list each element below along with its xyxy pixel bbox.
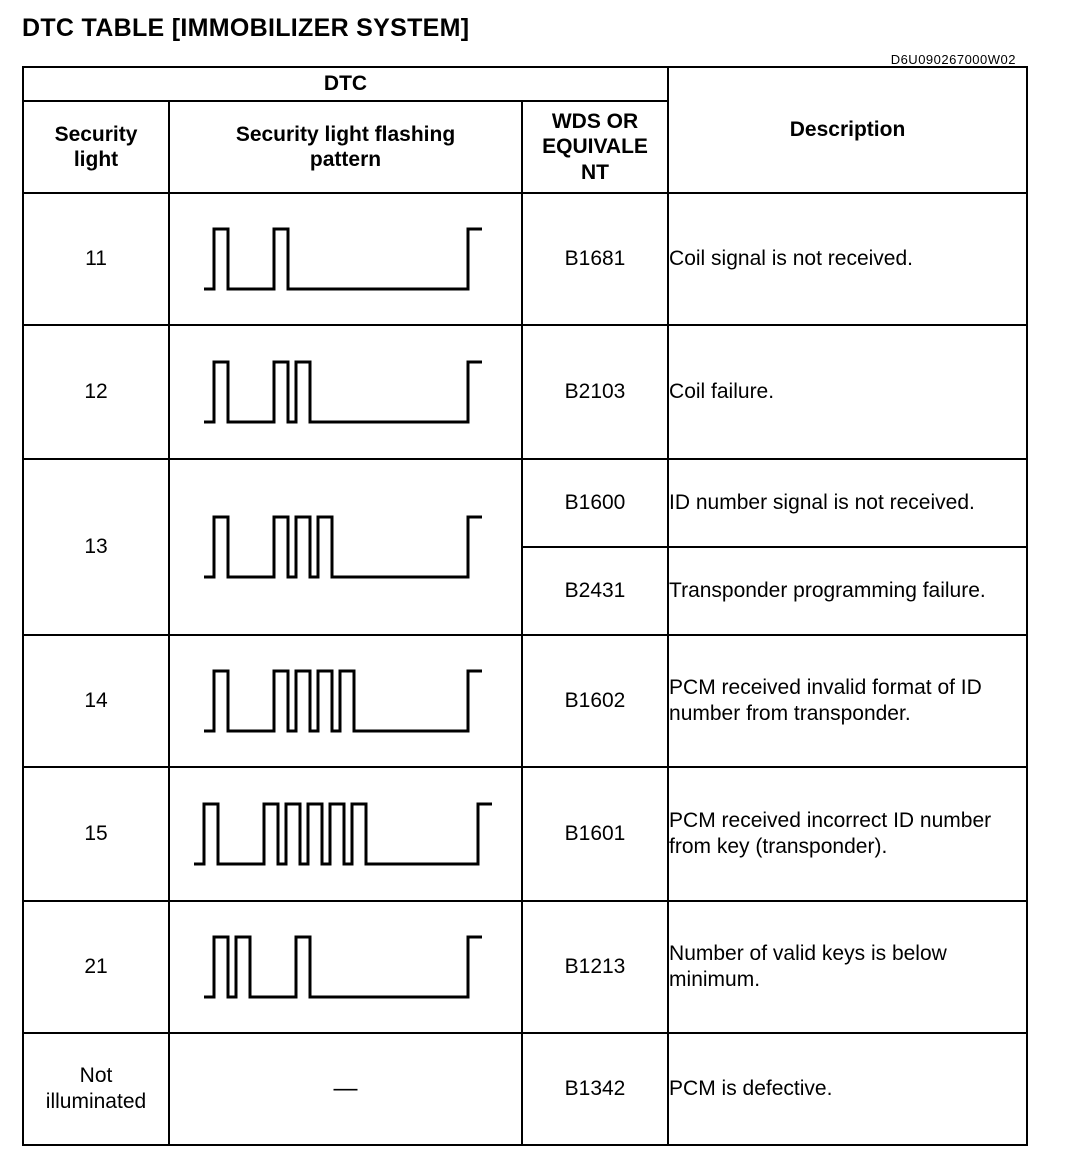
- dtc-table: [22, 66, 1028, 1146]
- flash-waveform: [204, 517, 482, 577]
- description-cell: Transponder programming failure.: [668, 547, 1027, 635]
- description-cell: PCM received incorrect ID number from key (transponder).: [668, 767, 1027, 901]
- flash-pattern-cell: [169, 901, 522, 1033]
- security-light-header-text: Security light: [54, 122, 138, 171]
- pattern-header-text: Security light flashing pattern: [235, 122, 456, 171]
- flash-pattern-diagram: [196, 659, 496, 743]
- security-light-cell: 13: [23, 459, 169, 635]
- table-row: [23, 635, 1027, 767]
- description-cell: Coil signal is not received.: [668, 193, 1027, 325]
- description-cell: PCM received invalid format of ID number from transponder.: [668, 635, 1027, 767]
- description-cell: ID number signal is not received.: [668, 459, 1027, 547]
- security-light-cell: 21: [23, 901, 169, 1033]
- wds-header-text: WDS OR EQUIVALE NT: [542, 110, 648, 184]
- flash-pattern-cell: [169, 325, 522, 459]
- table-row: [23, 901, 1027, 1033]
- flash-pattern-cell: [169, 767, 522, 901]
- wds-code-cell: B1600: [522, 459, 668, 547]
- table-row: [23, 1033, 1027, 1145]
- wds-header: [522, 101, 668, 193]
- flash-pattern-diagram: [196, 925, 496, 1009]
- description-cell: Number of valid keys is below minimum.: [668, 901, 1027, 1033]
- flash-waveform: [194, 804, 492, 864]
- table-row: [23, 459, 1027, 547]
- security-light-cell: [23, 1033, 169, 1145]
- flash-pattern-diagram: [186, 792, 506, 876]
- wds-code-cell: B2431: [522, 547, 668, 635]
- no-pattern-dash: —: [333, 1075, 358, 1102]
- wds-code-cell: B1681: [522, 193, 668, 325]
- flash-waveform: [204, 362, 482, 422]
- security-light-text: Not illuminated: [45, 1063, 147, 1113]
- wds-code-cell: B2103: [522, 325, 668, 459]
- description-cell: Coil failure.: [668, 325, 1027, 459]
- flash-waveform: [204, 229, 482, 289]
- page-title: DTC TABLE [IMMOBILIZER SYSTEM]: [22, 14, 470, 42]
- security-light-cell: 14: [23, 635, 169, 767]
- table-row: [23, 325, 1027, 459]
- flash-waveform: [204, 671, 482, 731]
- flash-pattern-cell: [169, 635, 522, 767]
- wds-code-cell: B1601: [522, 767, 668, 901]
- flash-pattern-diagram: [196, 217, 496, 301]
- table-row: [23, 767, 1027, 901]
- wds-code-cell: B1342: [522, 1033, 668, 1145]
- security-light-cell: 12: [23, 325, 169, 459]
- flash-waveform: [204, 937, 482, 997]
- security-light-cell: 15: [23, 767, 169, 901]
- flash-pattern-diagram: [196, 505, 496, 589]
- document-code: D6U090267000W02: [890, 52, 1016, 67]
- pattern-header: [169, 101, 522, 193]
- dtc-group-header: DTC: [23, 67, 668, 101]
- flash-pattern-diagram: [196, 350, 496, 434]
- wds-code-cell: B1602: [522, 635, 668, 767]
- flash-pattern-cell: [169, 1033, 522, 1145]
- description-cell: PCM is defective.: [668, 1033, 1027, 1145]
- flash-pattern-cell: [169, 459, 522, 635]
- description-header: Description: [668, 67, 1027, 193]
- flash-pattern-cell: [169, 193, 522, 325]
- security-light-cell: 11: [23, 193, 169, 325]
- table-row: [23, 193, 1027, 325]
- security-light-header: [23, 101, 169, 193]
- wds-code-cell: B1213: [522, 901, 668, 1033]
